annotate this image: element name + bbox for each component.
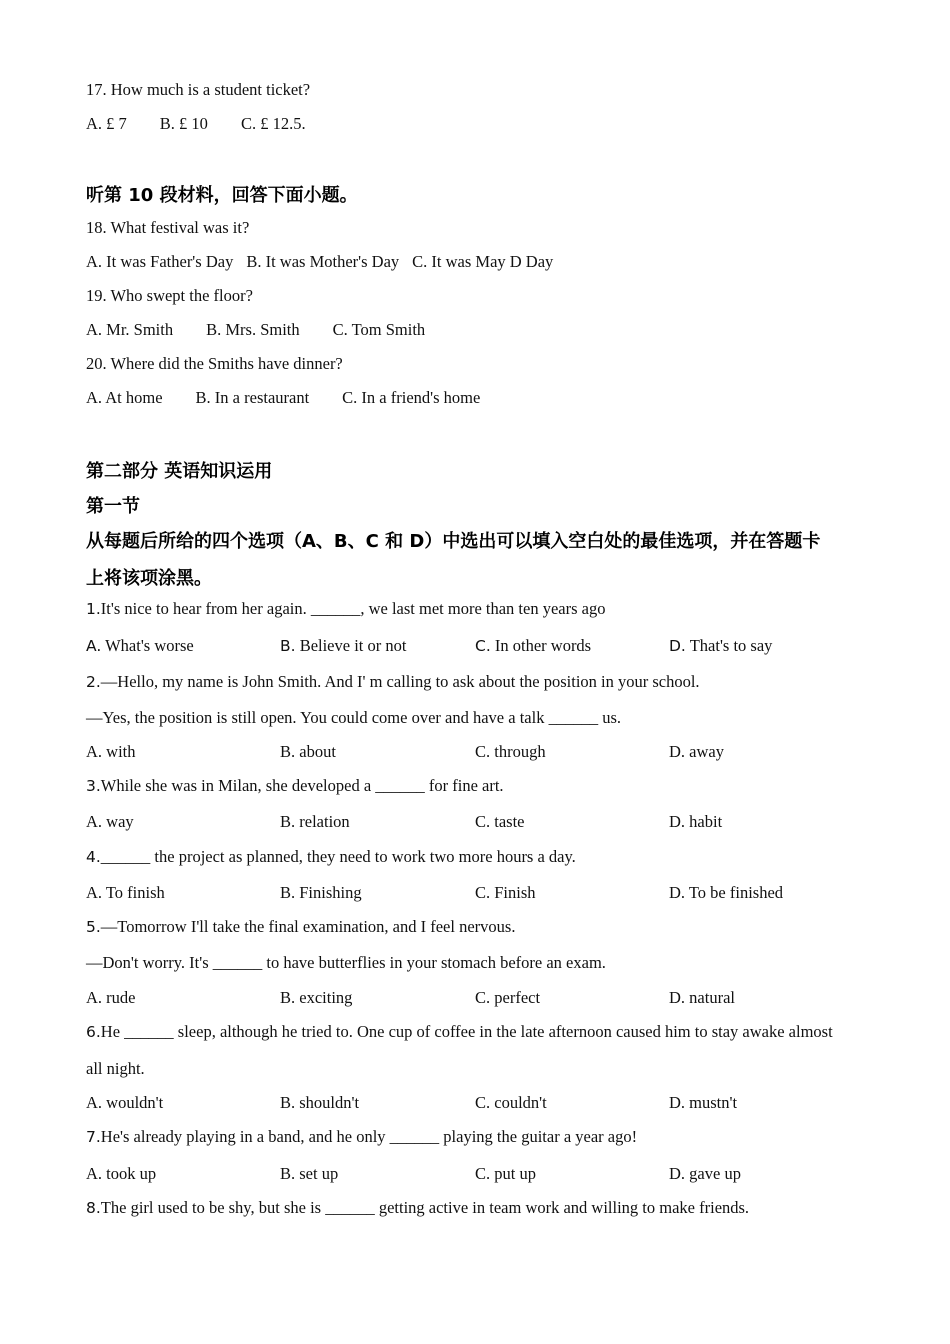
option-d: D. gave up — [669, 1164, 741, 1183]
question-number: 2. — [86, 673, 101, 691]
question-19: 19. Who swept the floor? — [86, 286, 253, 305]
option-d: D. natural — [669, 988, 735, 1007]
question-2-line-2: —Yes, the position is still open. You could come over and have a talk ______ us. — [86, 708, 621, 727]
option-c: C. perfect — [475, 988, 541, 1007]
option-c: C. through — [475, 742, 546, 761]
option-b: B. exciting — [280, 988, 353, 1007]
question-17: 17. How much is a student ticket? — [86, 80, 311, 99]
option-a: A. To finish — [86, 883, 165, 902]
option-c: C. £ 12.5. — [240, 114, 306, 133]
option-b: B. Believe it or not — [280, 636, 407, 655]
question-19-options — [86, 320, 425, 340]
option-a: A. What's worse — [86, 636, 194, 655]
part-2-title: 第二部分 英语知识运用 — [86, 461, 273, 482]
question-text: —Tomorrow I'll take the final examination, and I feel nervous. — [100, 917, 516, 936]
option-a: A. way — [86, 812, 134, 831]
instruction-line-2: 上将该项涂黑。 — [86, 568, 212, 589]
question-1-options — [86, 636, 866, 660]
question-text: He's already playing in a band, and he only ______ playing the guitar a year ago! — [100, 1127, 638, 1146]
question-8 — [86, 1198, 749, 1218]
option-c: C. It was May D Day — [412, 252, 554, 271]
question-3-options — [86, 812, 866, 836]
question-5-options — [86, 988, 866, 1012]
option-a: A. rude — [86, 988, 136, 1007]
question-2-options — [86, 742, 866, 766]
question-3 — [86, 776, 504, 796]
option-a: A. took up — [86, 1164, 157, 1183]
section-1-title: 第一节 — [86, 496, 140, 517]
question-18-options — [86, 252, 553, 272]
option-d: D. habit — [669, 812, 723, 831]
option-a: A. At home — [86, 388, 163, 407]
option-a: A. £ 7 — [86, 114, 127, 133]
question-number: 7. — [86, 1128, 101, 1146]
question-text: He ______ sleep, although he tried to. One cup of coffee in the late afternoon caused him to stay awake almost — [100, 1022, 833, 1041]
option-b: B. shouldn't — [280, 1093, 360, 1112]
question-20: 20. Where did the Smiths have dinner? — [86, 354, 343, 373]
option-c: C. In a friend's home — [342, 388, 481, 407]
question-6 — [86, 1022, 833, 1042]
question-1 — [86, 599, 605, 619]
option-c: C. Finish — [475, 883, 536, 902]
question-5-line-2: —Don't worry. It's ______ to have butterflies in your stomach before an exam. — [86, 953, 606, 972]
question-7-options — [86, 1164, 866, 1188]
question-number: 8. — [86, 1199, 101, 1217]
question-text: It's nice to hear from her again. ______, we last met more than ten years ago — [100, 599, 606, 618]
question-number: 3. — [86, 777, 101, 795]
option-b: B. Finishing — [280, 883, 362, 902]
question-number: 5. — [86, 918, 101, 936]
question-text: While she was in Milan, she developed a ______ for fine art. — [100, 776, 504, 795]
option-a: A. It was Father's Day — [86, 252, 234, 271]
option-c: C. put up — [475, 1164, 536, 1183]
question-2 — [86, 672, 700, 692]
question-text: —Hello, my name is John Smith. And I' m calling to ask about the position in your school. — [100, 672, 700, 691]
question-number: 6. — [86, 1023, 101, 1041]
option-d: D. away — [669, 742, 724, 761]
question-number: 4. — [86, 848, 101, 866]
option-b: B. £ 10 — [159, 114, 208, 133]
option-a: A. wouldn't — [86, 1093, 164, 1112]
question-17-options — [86, 114, 306, 134]
option-c: C. Tom Smith — [332, 320, 426, 339]
option-b: B. In a restaurant — [195, 388, 310, 407]
option-c: C. In other words — [475, 636, 592, 655]
option-d: D. That's to say — [669, 636, 773, 655]
question-5 — [86, 917, 515, 937]
option-b: B. about — [280, 742, 336, 761]
question-6-options — [86, 1093, 866, 1117]
option-c: C. taste — [475, 812, 525, 831]
instruction-line-1: 从每题后所给的四个选项（A、B、C 和 D）中选出可以填入空白处的最佳选项，并在答题卡 — [86, 531, 821, 552]
question-18: 18. What festival was it? — [86, 218, 250, 237]
question-7 — [86, 1127, 637, 1147]
option-a: A. with — [86, 742, 136, 761]
option-b: B. Mrs. Smith — [206, 320, 300, 339]
question-6-line-2: all night. — [86, 1059, 145, 1078]
question-4-options — [86, 883, 866, 907]
option-b: B. It was Mother's Day — [246, 252, 400, 271]
option-b: B. relation — [280, 812, 350, 831]
section-10-heading: 听第 10 段材料，回答下面小题。 — [86, 185, 358, 206]
option-b: B. set up — [280, 1164, 339, 1183]
question-4 — [86, 847, 576, 867]
option-c: C. couldn't — [475, 1093, 547, 1112]
option-a: A. Mr. Smith — [86, 320, 174, 339]
question-text: ______ the project as planned, they need to work two more hours a day. — [100, 847, 576, 866]
option-d: D. mustn't — [669, 1093, 738, 1112]
question-20-options — [86, 388, 480, 408]
option-d: D. To be finished — [669, 883, 784, 902]
question-number: 1. — [86, 600, 101, 618]
question-text: The girl used to be shy, but she is ______ getting active in team work and willing to make friends. — [100, 1198, 750, 1217]
